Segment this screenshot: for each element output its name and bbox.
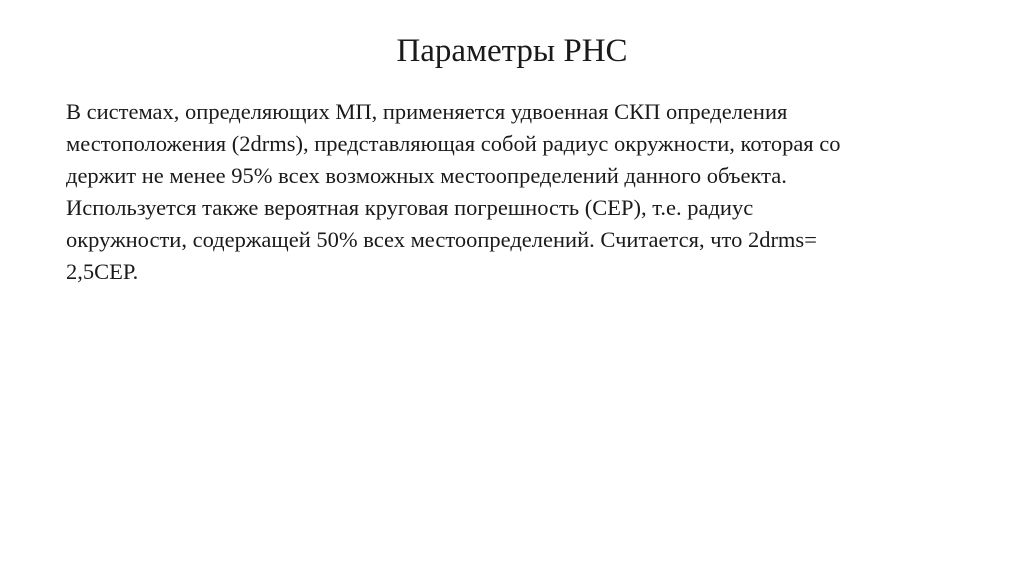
body-line: окружности, содержащей 50% всех местоопределений. Считается, что 2drms= — [66, 227, 817, 252]
body-line: местоположения (2drms), представляющая собой радиус окружности, которая со — [66, 131, 841, 156]
slide-body-text — [66, 96, 966, 288]
body-line: Используется также вероятная круговая погрешность (СЕР), т.е. радиус — [66, 195, 754, 220]
body-line: 2,5СЕР. — [66, 259, 139, 284]
slide-title: Параметры РНС — [396, 33, 628, 69]
body-line: В системах, определяющих МП, применяется удвоенная СКП определения — [66, 99, 788, 124]
body-line: держит не менее 95% всех возможных местоопределений данного объекта. — [66, 163, 787, 188]
